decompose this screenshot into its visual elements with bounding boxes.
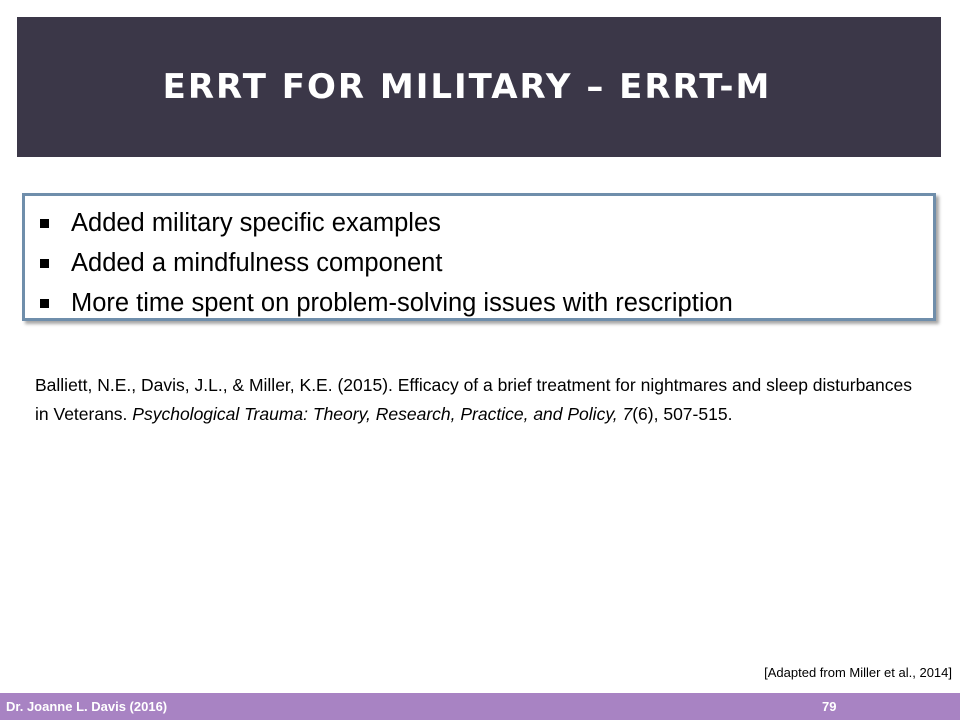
square-bullet-icon bbox=[40, 259, 49, 268]
adapted-from-note: [Adapted from Miller et al., 2014] bbox=[764, 665, 952, 680]
square-bullet-icon bbox=[40, 299, 49, 308]
citation-authors: Balliett, N.E., Davis, J.L., & Miller, K.E. (2015). Efficacy of a brief treatment for nightmares and sleep disturbances in Veterans. bbox=[35, 375, 913, 424]
slide-title: ERRT FOR MILITARY – ERRT-M bbox=[162, 67, 772, 107]
bullet-item bbox=[36, 203, 933, 243]
bullet-text: Added a mindfulness component bbox=[71, 248, 443, 277]
footer-author: Dr. Joanne L. Davis (2016) bbox=[6, 699, 168, 714]
footer-bar bbox=[0, 693, 960, 720]
square-bullet-icon bbox=[40, 219, 49, 228]
citation-journal: Psychological Trauma: Theory, Research, Practice, and Policy, 7 bbox=[132, 404, 633, 424]
citation bbox=[35, 371, 915, 429]
bullet-box bbox=[22, 193, 936, 321]
bullet-item bbox=[36, 283, 933, 323]
page-number: 79 bbox=[822, 699, 837, 714]
title-bar bbox=[17, 17, 941, 157]
bullet-text: More time spent on problem-solving issues with rescription bbox=[71, 288, 733, 317]
bullet-text: Added military specific examples bbox=[71, 208, 441, 237]
citation-issue-pages: (6), 507-515. bbox=[632, 404, 733, 424]
bullet-item bbox=[36, 243, 933, 283]
